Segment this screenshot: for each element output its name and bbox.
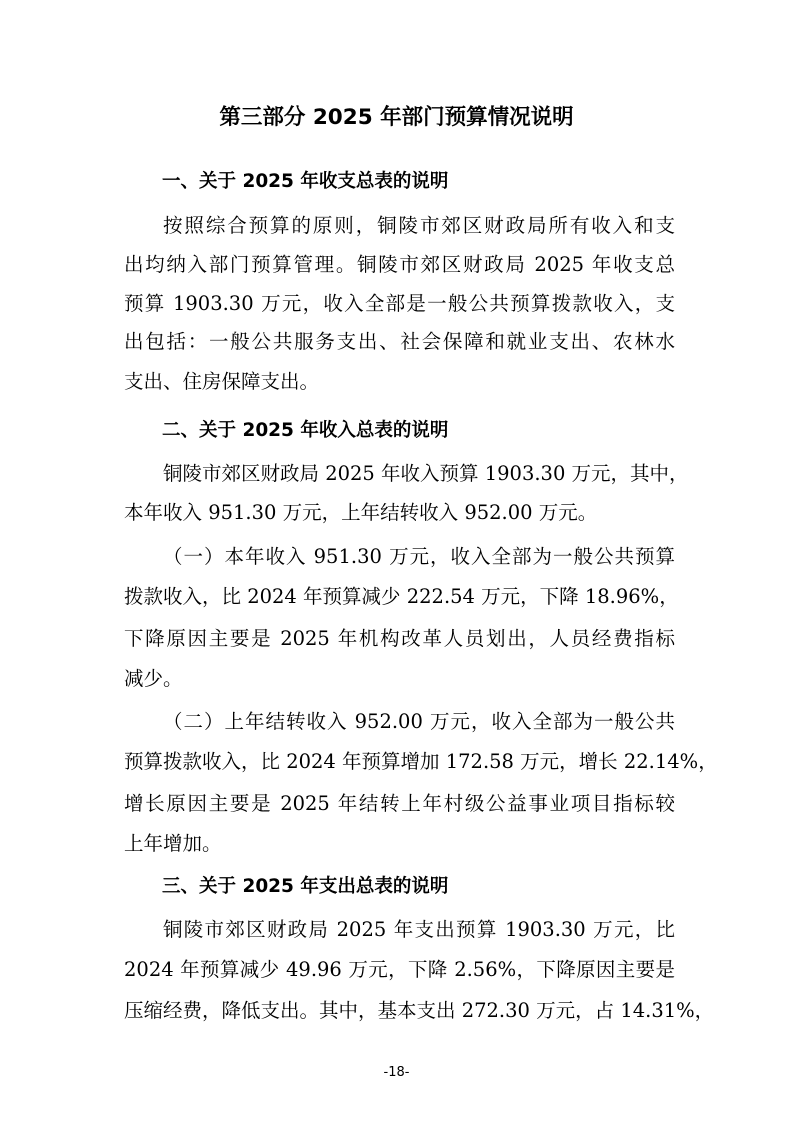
paragraph-line: （二）上年结转收入 952.00 万元，收入全部为一般公共	[163, 710, 675, 733]
paragraph-line: 出包括：一般公共服务支出、社会保障和就业支出、农林水	[124, 330, 675, 353]
paragraph-line: 拨款收入，比 2024 年预算减少 222.54 万元，下降 18.96%，	[124, 585, 679, 608]
paragraph-line: 上年增加。	[124, 832, 222, 855]
paragraph-line: （一）本年收入 951.30 万元，收入全部为一般公共预算	[163, 545, 675, 568]
section-heading-3: 三、关于 2025 年支出总表的说明	[162, 876, 449, 897]
paragraph-line: 下降原因主要是 2025 年机构改革人员划出，人员经费指标	[124, 627, 675, 650]
paragraph-line: 压缩经费，降低支出。其中，基本支出 272.30 万元，占 14.31%，	[124, 999, 715, 1022]
paragraph-line: 2024 年预算减少 49.96 万元，下降 2.56%，下降原因主要是	[124, 958, 675, 981]
paragraph-line: 铜陵市郊区财政局 2025 年收入预算 1903.30 万元，其中，	[163, 462, 689, 485]
paragraph-line: 铜陵市郊区财政局 2025 年支出预算 1903.30 万元，比	[163, 918, 675, 941]
paragraph-line: 按照综合预算的原则，铜陵市郊区财政局所有收入和支	[163, 214, 675, 237]
paragraph-line: 预算拨款收入，比 2024 年预算增加 172.58 万元，增长 22.14%，	[124, 750, 718, 773]
page-title: 第三部分 2025 年部门预算情况说明	[219, 105, 574, 130]
section-heading-1: 一、关于 2025 年收支总表的说明	[162, 171, 449, 192]
section-heading-2: 二、关于 2025 年收入总表的说明	[162, 420, 449, 441]
paragraph-line: 出均纳入部门预算管理。铜陵市郊区财政局 2025 年收支总	[124, 253, 675, 276]
paragraph-line: 预算 1903.30 万元，收入全部是一般公共预算拨款收入，支	[124, 292, 675, 315]
paragraph-line: 减少。	[124, 667, 183, 690]
paragraph-line: 本年收入 951.30 万元，上年结转收入 952.00 万元。	[124, 501, 598, 524]
page-number: -18-	[383, 1065, 410, 1080]
paragraph-line: 支出、住房保障支出。	[124, 370, 320, 393]
paragraph-line: 增长原因主要是 2025 年结转上年村级公益事业项目指标较	[124, 792, 675, 815]
